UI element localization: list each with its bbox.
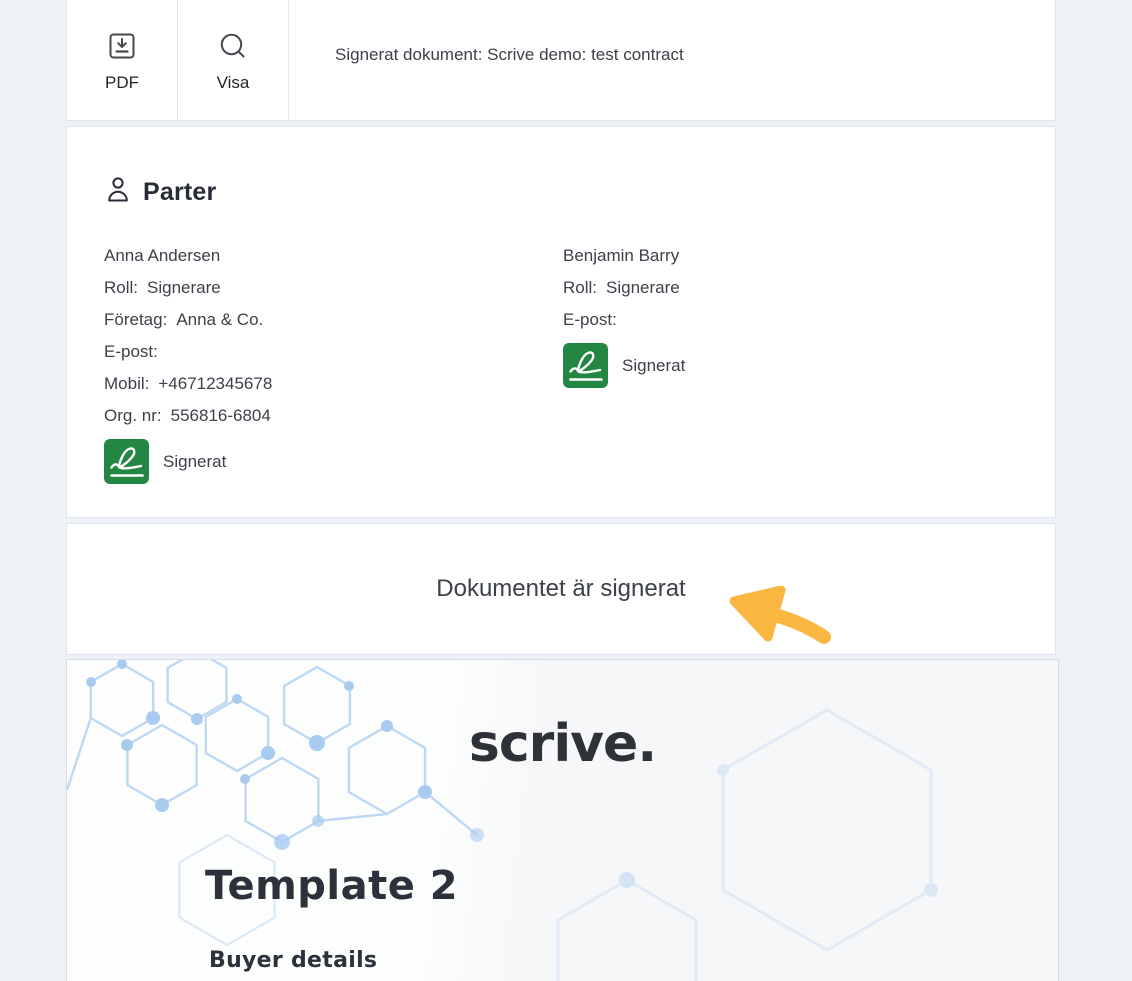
hexagon-molecule-decoration	[67, 660, 1057, 981]
parties-header	[106, 176, 216, 208]
toolbar-card	[66, 0, 1056, 121]
download-pdf-icon	[107, 31, 137, 66]
field-value: Signerare	[606, 278, 680, 297]
party-name: Anna Andersen	[104, 246, 221, 265]
scrive-logo: scrive.	[468, 714, 657, 774]
field-value: Anna & Co.	[176, 310, 264, 329]
field-label: Företag:	[104, 310, 168, 329]
party-field-row	[104, 311, 272, 329]
signature-icon	[105, 440, 149, 484]
download-pdf-button[interactable]	[67, 0, 178, 120]
field-value: +46712345678	[158, 374, 273, 393]
signed-status-label: Signerat	[163, 451, 227, 471]
party-field-row	[563, 311, 685, 329]
view-document-label: Visa	[216, 73, 250, 92]
field-label: E-post:	[104, 342, 158, 361]
view-document-button[interactable]	[178, 0, 289, 120]
field-label: Org. nr:	[104, 406, 162, 425]
document-preview-page	[66, 659, 1059, 981]
party-field-row	[563, 279, 685, 297]
document-title: Template 2	[205, 863, 459, 909]
party-field-row	[104, 343, 272, 361]
party-column	[563, 247, 685, 388]
document-subtitle: Buyer details	[209, 948, 378, 973]
field-value: 556816-6804	[170, 406, 271, 425]
party-field-row	[104, 279, 272, 297]
signed-status-label: Signerat	[622, 355, 686, 375]
parties-title: Parter	[143, 177, 217, 206]
field-label: E-post:	[563, 310, 617, 329]
signed-banner	[66, 523, 1056, 655]
field-label: Mobil:	[104, 374, 150, 393]
signed-status-row	[104, 439, 272, 484]
highlight-arrow-icon	[723, 586, 837, 650]
signed-banner-text: Dokumentet är signerat	[436, 575, 686, 602]
field-label: Roll:	[104, 278, 139, 297]
party-field-row	[104, 375, 272, 393]
field-label: Roll:	[563, 278, 598, 297]
signed-badge	[104, 439, 149, 484]
signed-status-row	[563, 343, 685, 388]
field-value: Signerare	[147, 278, 221, 297]
signature-icon	[564, 344, 608, 388]
person-icon	[106, 176, 130, 208]
party-column	[104, 247, 272, 484]
party-name: Benjamin Barry	[563, 246, 680, 265]
document-status-text: Signerat dokument: Scrive demo: test contract	[335, 45, 684, 64]
magnifier-icon	[218, 31, 248, 66]
parties-card	[66, 126, 1056, 518]
party-field-row	[104, 407, 272, 425]
download-pdf-label: PDF	[105, 73, 139, 92]
signed-badge	[563, 343, 608, 388]
